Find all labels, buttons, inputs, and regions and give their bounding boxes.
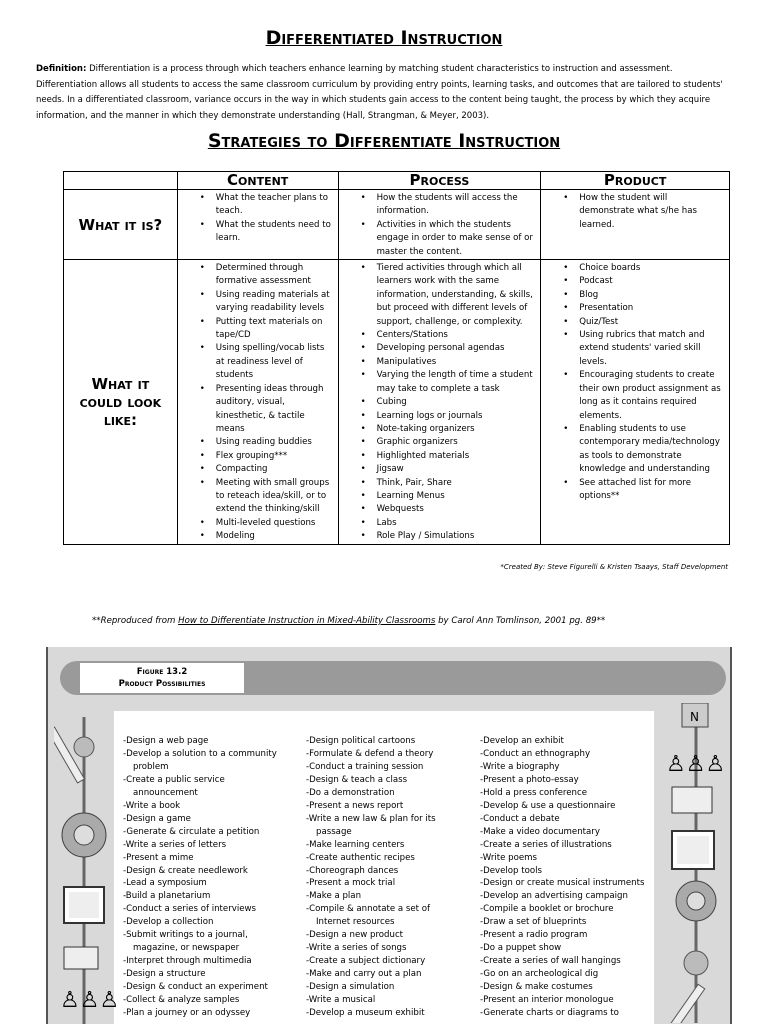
- list-item: • Learning logs or journals: [377, 410, 541, 423]
- products-column-2: [306, 735, 436, 1020]
- product-item: -Design a structure: [123, 969, 206, 980]
- product-item: Internet resources: [316, 917, 395, 928]
- list-item: • Modeling: [216, 530, 338, 543]
- product-item: -Draw a set of blueprints: [480, 917, 587, 928]
- list-item: • Activities in which the students engage in order to make sense of or master the content.: [377, 219, 541, 259]
- product-item: problem: [133, 761, 169, 772]
- product-item: -Write a biography: [480, 761, 560, 772]
- list-item: • Webquests: [377, 503, 541, 516]
- compass-star-icon: [62, 813, 106, 857]
- list-item: • Blog: [579, 289, 729, 302]
- cell-product-what: [541, 190, 730, 260]
- product-item: -Present a radio program: [480, 930, 588, 941]
- product-item: -Design & teach a class: [306, 774, 408, 785]
- figure-product-possibilities: [46, 647, 732, 1024]
- list-item: • Centers/Stations: [377, 329, 541, 342]
- figure-caption: Product Possibilities: [118, 679, 206, 689]
- product-item: -Build a planetarium: [123, 891, 211, 902]
- block-n-icon: [682, 703, 708, 727]
- list-item: • Compacting: [216, 463, 338, 476]
- product-item: -Hold a press conference: [480, 787, 587, 798]
- product-item: -Create a subject dictionary: [306, 956, 426, 967]
- list-item: • Note-taking organizers: [377, 423, 541, 436]
- product-item: -Conduct a debate: [480, 813, 560, 824]
- product-item: -Write a series of songs: [306, 943, 407, 954]
- cell-product-look: [541, 260, 730, 545]
- list-item: • Meeting with small groups to reteach idea/skill, or to extend the thinking/skill: [216, 477, 338, 517]
- product-item: -Develop an advertising campaign: [480, 891, 628, 902]
- list-item: • Varying the length of time a student may take to complete a task: [377, 369, 541, 396]
- product-item: -Make a plan: [306, 891, 362, 902]
- list-item: • Using reading buddies: [216, 436, 338, 449]
- product-item: -Make a video documentary: [480, 826, 600, 837]
- cell-content-what: [177, 190, 338, 260]
- list-item: • How the student will demonstrate what s/he has learned.: [579, 192, 729, 232]
- product-item: -Present a photo-essay: [480, 774, 579, 785]
- cell-process-look: [338, 260, 541, 545]
- cell-content-look: [177, 260, 338, 545]
- list-item: • Role Play / Simulations: [377, 530, 541, 543]
- list-item: • Developing personal agendas: [377, 342, 541, 355]
- product-item: -Create a public service: [123, 774, 225, 785]
- list-item: • Manipulatives: [377, 356, 541, 369]
- product-item: -Develop a museum exhibit: [306, 1008, 425, 1019]
- left-decoration: [54, 707, 120, 1024]
- list-item: • Using spelling/vocab lists at readiness level of students: [216, 342, 338, 382]
- header-content: Content: [177, 172, 338, 190]
- list-item: • Cubing: [377, 396, 541, 409]
- list-item: • See attached list for more options**: [579, 477, 729, 504]
- product-item: -Go on an archeological dig: [480, 969, 599, 980]
- list-item: • Using rubrics that match and extend students' varied skill levels.: [579, 329, 729, 369]
- box-icon: [64, 947, 98, 969]
- svg-text:♙♙♙: ♙♙♙: [60, 988, 120, 1013]
- cell-process-what: [338, 190, 541, 260]
- product-item: -Lead a symposium: [123, 878, 207, 889]
- list-item: • Jigsaw: [377, 463, 541, 476]
- globe-icon: [74, 737, 94, 757]
- product-item: -Formulate & defend a theory: [306, 748, 434, 759]
- corner-cell: [64, 172, 178, 190]
- product-item: -Plan a journey or an odyssey: [123, 1008, 251, 1019]
- list-item: • Flex grouping***: [216, 450, 338, 463]
- product-item: -Compile a booklet or brochure: [480, 904, 614, 915]
- box-icon: [672, 787, 712, 813]
- list-item: • Multi-leveled questions: [216, 517, 338, 530]
- product-item: -Develop a solution to a community: [123, 748, 277, 759]
- list-item: • Encouraging students to create their own product assignment as long as it contains required elements.: [579, 369, 729, 423]
- product-item: -Make learning centers: [306, 839, 405, 850]
- book-title-link[interactable]: How to Differentiate Instruction in Mixed-Ability Classrooms: [178, 616, 436, 626]
- product-item: -Choreograph dances: [306, 865, 399, 876]
- product-item: -Do a puppet show: [480, 943, 562, 954]
- svg-text:N: N: [690, 710, 699, 724]
- product-item: -Write poems: [480, 852, 538, 863]
- bullet-list: [178, 192, 338, 246]
- product-item: -Design a game: [123, 813, 191, 824]
- monitor-icon: [672, 831, 714, 869]
- product-item: -Write a book: [123, 800, 181, 811]
- right-decoration: [660, 703, 726, 1023]
- product-item: -Write a musical: [306, 995, 376, 1006]
- strategies-table: [63, 171, 730, 545]
- product-item: -Design a simulation: [306, 982, 395, 993]
- product-item: -Develop a collection: [123, 917, 214, 928]
- repro-prefix: **Reproduced from: [92, 616, 179, 626]
- strategies-title: Strategies to Differentiate Instruction: [207, 130, 561, 152]
- product-item: -Conduct a training session: [306, 761, 424, 772]
- product-item: -Write a series of letters: [123, 839, 227, 850]
- product-item: -Design or create musical instruments: [480, 878, 645, 889]
- bullet-list: [339, 262, 541, 544]
- figure-number: Figure 13.2: [136, 667, 188, 677]
- row-label-what-it-is: What it is?: [64, 190, 178, 260]
- row-label-could-look-like: What it could look like:: [64, 260, 178, 545]
- list-item: • What the teacher plans to teach.: [216, 192, 338, 219]
- product-item: -Make and carry out a plan: [306, 969, 422, 980]
- pencil-icon: [670, 984, 705, 1023]
- list-item: • Highlighted materials: [377, 450, 541, 463]
- bullet-list: [541, 192, 729, 232]
- list-item: • Presentation: [579, 302, 729, 315]
- header-process: Process: [338, 172, 541, 190]
- list-item: • Graphic organizers: [377, 436, 541, 449]
- product-item: -Present a mock trial: [306, 878, 396, 889]
- bullet-list: [339, 192, 541, 259]
- product-item: -Interpret through multimedia: [123, 956, 252, 967]
- products-column-3: [480, 735, 644, 1020]
- list-item: • How the students will access the information.: [377, 192, 541, 219]
- monitor-icon: [64, 887, 104, 923]
- product-item: -Compile & annotate a set of: [306, 904, 431, 915]
- product-item: -Submit writings to a journal,: [123, 930, 248, 941]
- list-item: • Enabling students to use contemporary media/technology as tools to demonstrate knowledge and understanding: [579, 423, 729, 477]
- product-item: -Develop tools: [480, 865, 542, 876]
- credit-line: *Created By: Steve Figurelli & Kristen Tsaays, Staff Development: [500, 563, 728, 571]
- list-item: • Podcast: [579, 275, 729, 288]
- product-item: -Design a web page: [123, 736, 209, 746]
- list-item: • Determined through formative assessment: [216, 262, 338, 289]
- header-product: Product: [541, 172, 730, 190]
- definition-paragraph: [36, 62, 736, 124]
- product-item: -Design & conduct an experiment: [123, 982, 268, 993]
- product-item: -Create a series of illustrations: [480, 839, 612, 850]
- list-item: • Presenting ideas through auditory, visual, kinesthetic, & tactile means: [216, 383, 338, 437]
- list-item: • What the students need to learn.: [216, 219, 338, 246]
- list-item: • Tiered activities through which all learners work with the same information, understanding, & skills, but proceed with different levels of support, challenge, or complexity.: [377, 262, 541, 329]
- bullet-list: [178, 262, 338, 544]
- reproduced-note: [92, 616, 605, 626]
- list-item: • Think, Pair, Share: [377, 477, 541, 490]
- product-item: magazine, or newspaper: [133, 943, 240, 954]
- product-item: -Create authentic recipes: [306, 852, 415, 863]
- product-item: -Present a news report: [306, 800, 404, 811]
- product-item: -Write a new law & plan for its: [306, 813, 436, 824]
- product-item: -Design a new product: [306, 930, 404, 941]
- list-item: • Putting text materials on tape/CD: [216, 316, 338, 343]
- list-item: • Labs: [377, 517, 541, 530]
- products-column-1: [123, 735, 277, 1020]
- product-item: -Collect & analyze samples: [123, 995, 240, 1006]
- list-item: • Learning Menus: [377, 490, 541, 503]
- product-item: -Conduct an ethnography: [480, 748, 591, 759]
- product-item: -Design & make costumes: [480, 982, 593, 993]
- bullet-list: [541, 262, 729, 503]
- product-item: -Present a mime: [123, 852, 194, 863]
- product-item: passage: [316, 826, 352, 837]
- product-item: -Conduct a series of interviews: [123, 904, 257, 915]
- product-item: -Develop & use a questionnaire: [480, 800, 616, 811]
- people-icon: [60, 988, 119, 1013]
- globe-icon: [684, 951, 708, 975]
- product-item: -Generate charts or diagrams to: [480, 1008, 619, 1019]
- list-item: • Using reading materials at varying readability levels: [216, 289, 338, 316]
- product-item: -Present an interior monologue: [480, 995, 614, 1006]
- product-item: -Generate & circulate a petition: [123, 826, 260, 837]
- product-item: -Do a demonstration: [306, 787, 395, 798]
- product-item: -Develop an exhibit: [480, 736, 564, 746]
- product-item: announcement: [133, 787, 198, 798]
- svg-text:♙♙♙: ♙♙♙: [666, 752, 726, 777]
- product-item: -Design political cartoons: [306, 736, 416, 746]
- definition-text: Differentiation is a process through which teachers enhance learning by matching student characteristics to instruction and assessment. Differentiation allows all students to access the same classroom curriculum by providing entry points, learning tasks, and outcomes that are tailored to students' needs. In a differentiated classroom, variance occurs in the way in which students gain access to the content being taught, the process by which they acquire information, and the manner in which they demonstrate understanding (Hall, Strangman, & Meyer, 2003).: [36, 64, 723, 121]
- page-title: Differentiated Instruction: [265, 27, 503, 49]
- repro-suffix: by Carol Ann Tomlinson, 2001 pg. 89**: [435, 616, 606, 626]
- people-icon: [666, 752, 725, 777]
- compass-star-icon: [676, 881, 716, 921]
- product-item: -Design & create needlework: [123, 865, 248, 876]
- product-item: -Create a series of wall hangings: [480, 956, 621, 967]
- definition-label: Definition:: [36, 64, 87, 74]
- list-item: • Quiz/Test: [579, 316, 729, 329]
- list-item: • Choice boards: [579, 262, 729, 275]
- figure-label: [80, 663, 244, 693]
